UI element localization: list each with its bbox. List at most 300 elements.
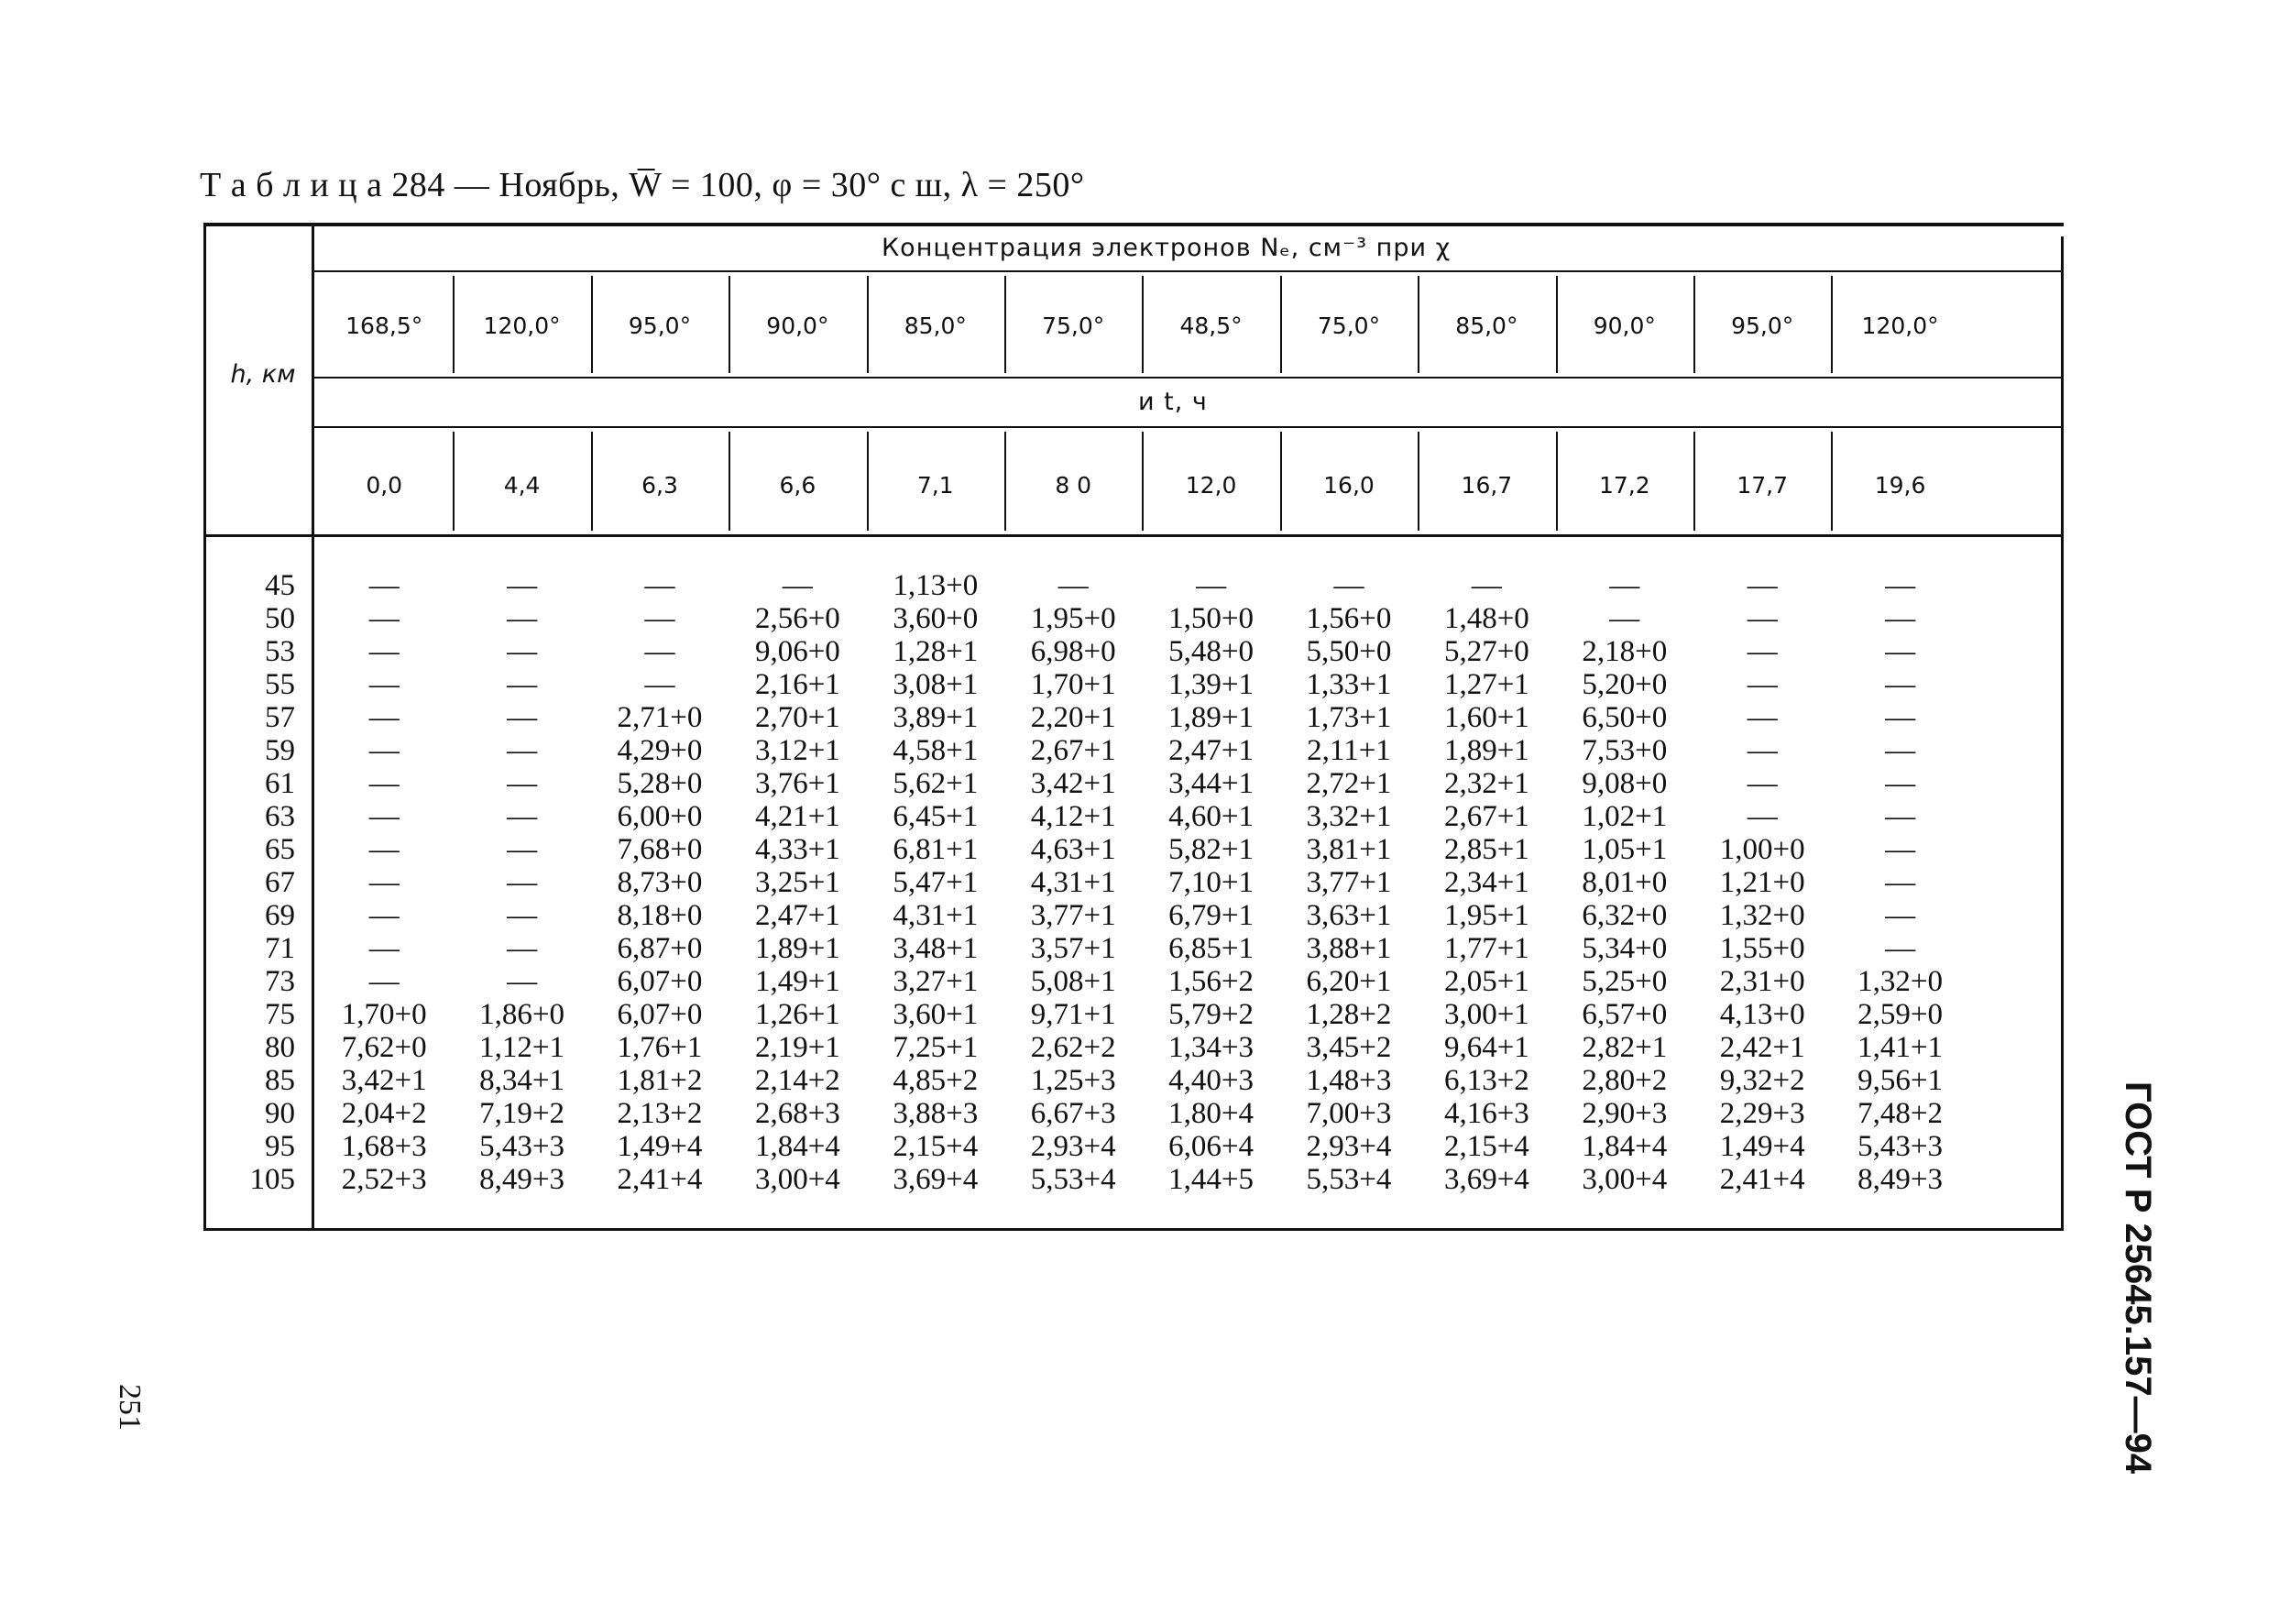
concentration-cell: — [368, 965, 400, 998]
concentration-cell: 8,73+0 [617, 866, 703, 899]
chi-header-cell: 85,0° [904, 313, 967, 339]
table-row [203, 1163, 2064, 1196]
concentration-cell: 7,25+1 [893, 1031, 979, 1064]
concentration-cell: 7,53+0 [1582, 734, 1668, 767]
concentration-cell: — [368, 866, 400, 899]
table-row [203, 998, 2064, 1031]
concentration-cell: 1,70+0 [341, 998, 427, 1031]
concentration-cell: 7,48+2 [1857, 1097, 1944, 1130]
height-value: 71 [265, 932, 295, 965]
height-value: 90 [265, 1097, 295, 1130]
concentration-cell: 8,18+0 [617, 899, 703, 932]
concentration-cell: 9,64+1 [1443, 1031, 1529, 1064]
concentration-cell: 1,28+2 [1306, 998, 1392, 1031]
concentration-cell: 3,00+4 [754, 1163, 840, 1196]
height-value: 59 [265, 734, 295, 767]
concentration-cell: 9,71+1 [1030, 998, 1116, 1031]
concentration-cell: 6,98+0 [1030, 635, 1116, 668]
concentration-cell: 2,32+1 [1443, 767, 1529, 800]
height-value: 67 [265, 866, 295, 899]
concentration-cell: 2,71+0 [617, 701, 703, 734]
concentration-cell: 1,05+1 [1582, 833, 1668, 866]
table-row [203, 899, 2064, 932]
concentration-cell: 5,27+0 [1443, 635, 1529, 668]
concentration-cell: 7,68+0 [617, 833, 703, 866]
t-header-cell: 8 0 [1055, 472, 1092, 499]
concentration-cell: — [1747, 569, 1778, 602]
concentration-cell: 3,48+1 [893, 932, 979, 965]
concentration-cell: 2,13+2 [617, 1097, 703, 1130]
concentration-cell: 3,89+1 [893, 701, 979, 734]
height-value: 61 [265, 767, 295, 800]
concentration-cell: 1,89+1 [1443, 734, 1529, 767]
concentration-cell: 2,93+4 [1030, 1130, 1116, 1163]
concentration-cell: 7,10+1 [1168, 866, 1255, 899]
concentration-cell: 3,32+1 [1306, 800, 1392, 833]
concentration-cell: — [1885, 899, 1916, 932]
concentration-cell: 3,57+1 [1030, 932, 1116, 965]
concentration-cell: 1,56+0 [1306, 602, 1392, 635]
concentration-cell: 3,77+1 [1306, 866, 1392, 899]
concentration-cell: 4,31+1 [893, 899, 979, 932]
concentration-cell: — [1747, 701, 1778, 734]
concentration-cell: 2,14+2 [754, 1064, 840, 1097]
concentration-cell: — [1609, 569, 1640, 602]
concentration-cell: 1,34+3 [1168, 1031, 1255, 1064]
chi-header-cell: 48,5° [1179, 313, 1243, 339]
table-row [203, 866, 2064, 899]
concentration-cell: 1,44+5 [1168, 1163, 1255, 1196]
t-header-cell: 17,2 [1598, 472, 1650, 499]
concentration-cell: 2,31+0 [1719, 965, 1805, 998]
h-column-label: h, км [230, 360, 296, 389]
concentration-cell: 5,47+1 [893, 866, 979, 899]
concentration-cell: 5,79+2 [1168, 998, 1255, 1031]
concentration-cell: — [507, 767, 538, 800]
concentration-cell: 6,87+0 [617, 932, 703, 965]
table-bottom-border [203, 1228, 2064, 1231]
concentration-cell: — [1747, 668, 1778, 701]
concentration-cell: 1,48+3 [1306, 1064, 1392, 1097]
concentration-cell: 3,88+1 [1306, 932, 1392, 965]
concentration-cell: 2,59+0 [1857, 998, 1944, 1031]
concentration-cell: 6,57+0 [1582, 998, 1668, 1031]
table-row [203, 635, 2064, 668]
concentration-cell: 2,62+2 [1030, 1031, 1116, 1064]
concentration-cell: 3,00+4 [1582, 1163, 1668, 1196]
concentration-cell: — [507, 932, 538, 965]
concentration-cell: 9,32+2 [1719, 1064, 1805, 1097]
concentration-cell: 4,40+3 [1168, 1064, 1255, 1097]
concentration-cell: 9,08+0 [1582, 767, 1668, 800]
concentration-cell: 4,63+1 [1030, 833, 1116, 866]
table-row [203, 701, 2064, 734]
chi-header-cell: 120,0° [483, 313, 561, 339]
height-value: 50 [265, 602, 295, 635]
concentration-cell: 1,81+2 [617, 1064, 703, 1097]
concentration-cell: 3,00+1 [1443, 998, 1529, 1031]
concentration-cell: 1,84+4 [754, 1130, 840, 1163]
concentration-cell: 1,89+1 [754, 932, 840, 965]
concentration-cell: 3,69+4 [1443, 1163, 1529, 1196]
concentration-cell: — [1885, 866, 1916, 899]
concentration-cell: 2,67+1 [1443, 800, 1529, 833]
concentration-cell: — [507, 833, 538, 866]
concentration-cell: 2,15+4 [1443, 1130, 1529, 1163]
concentration-cell: 5,20+0 [1582, 668, 1668, 701]
concentration-cell: — [368, 668, 400, 701]
concentration-cell: — [782, 569, 813, 602]
concentration-cell: 8,34+1 [479, 1064, 565, 1097]
concentration-cell: 4,21+1 [754, 800, 840, 833]
concentration-cell: — [644, 668, 675, 701]
concentration-cell: 2,05+1 [1443, 965, 1529, 998]
concentration-cell: — [1196, 569, 1227, 602]
concentration-cell: — [1747, 767, 1778, 800]
concentration-cell: 1,02+1 [1582, 800, 1668, 833]
concentration-cell: — [644, 569, 675, 602]
table-row [203, 1064, 2064, 1097]
concentration-cell: 3,25+1 [754, 866, 840, 899]
chi-header-cell: 90,0° [1593, 313, 1656, 339]
concentration-cell: 3,63+1 [1306, 899, 1392, 932]
t-header-cell: 19,6 [1874, 472, 1926, 499]
concentration-cell: — [1885, 701, 1916, 734]
concentration-cell: — [644, 602, 675, 635]
concentration-cell: 6,81+1 [893, 833, 979, 866]
concentration-cell: 3,44+1 [1168, 767, 1255, 800]
concentration-cell: 2,68+3 [754, 1097, 840, 1130]
concentration-cell: 9,56+1 [1857, 1064, 1944, 1097]
concentration-cell: — [1885, 569, 1916, 602]
concentration-cell: 5,82+1 [1168, 833, 1255, 866]
concentration-cell: 1,13+0 [893, 569, 979, 602]
concentration-cell: 2,04+2 [341, 1097, 427, 1130]
concentration-cell: 2,34+1 [1443, 866, 1529, 899]
concentration-cell: — [507, 701, 538, 734]
concentration-cell: 1,33+1 [1306, 668, 1392, 701]
chi-header-cell: 168,5° [345, 313, 423, 339]
t-header-cell: 6,3 [641, 472, 678, 499]
concentration-cell: 1,76+1 [617, 1031, 703, 1064]
table-row [203, 1031, 2064, 1064]
concentration-cell: 1,00+0 [1719, 833, 1805, 866]
concentration-cell: 1,32+0 [1857, 965, 1944, 998]
concentration-cell: — [644, 635, 675, 668]
height-value: 45 [265, 569, 295, 602]
concentration-cell: 1,60+1 [1443, 701, 1529, 734]
concentration-cell: — [1885, 635, 1916, 668]
concentration-cell: — [1885, 833, 1916, 866]
header-bottom-border [203, 534, 2064, 537]
table-row [203, 668, 2064, 701]
concentration-cell: 4,12+1 [1030, 800, 1116, 833]
concentration-cell: 1,95+0 [1030, 602, 1116, 635]
concentration-cell: 1,56+2 [1168, 965, 1255, 998]
concentration-cell: 1,28+1 [893, 635, 979, 668]
concentration-cell: 1,80+4 [1168, 1097, 1255, 1130]
concentration-cell: — [507, 866, 538, 899]
concentration-cell: — [368, 767, 400, 800]
concentration-cell: 2,72+1 [1306, 767, 1392, 800]
chi-header-cell: 120,0° [1861, 313, 1939, 339]
concentration-cell: 1,95+1 [1443, 899, 1529, 932]
concentration-cell: 5,28+0 [617, 767, 703, 800]
concentration-cell: 1,68+3 [341, 1130, 427, 1163]
height-value: 75 [265, 998, 295, 1031]
concentration-cell: — [368, 800, 400, 833]
concentration-cell: 3,69+4 [893, 1163, 979, 1196]
concentration-cell: 1,77+1 [1443, 932, 1529, 965]
concentration-cell: 2,19+1 [754, 1031, 840, 1064]
concentration-cell: — [368, 932, 400, 965]
concentration-cell: 3,42+1 [1030, 767, 1116, 800]
concentration-cell: 1,41+1 [1857, 1031, 1944, 1064]
concentration-cell: 1,32+0 [1719, 899, 1805, 932]
concentration-cell: 2,56+0 [754, 602, 840, 635]
concentration-cell: — [1747, 800, 1778, 833]
table-top-border [203, 223, 2064, 226]
concentration-cell: 2,52+3 [341, 1163, 427, 1196]
concentration-cell: 9,06+0 [754, 635, 840, 668]
concentration-cell: 4,85+2 [893, 1064, 979, 1097]
height-value: 55 [265, 668, 295, 701]
concentration-cell: 5,53+4 [1306, 1163, 1392, 1196]
concentration-cell: 1,25+3 [1030, 1064, 1116, 1097]
concentration-cell: 2,42+1 [1719, 1031, 1805, 1064]
t-header-cell: 6,6 [779, 472, 816, 499]
concentration-cell: 6,20+1 [1306, 965, 1392, 998]
height-value: 73 [265, 965, 295, 998]
concentration-cell: 1,86+0 [479, 998, 565, 1031]
chi-header-cell: 75,0° [1042, 313, 1105, 339]
concentration-cell: 6,00+0 [617, 800, 703, 833]
concentration-cell: 4,31+1 [1030, 866, 1116, 899]
concentration-cell: 2,41+4 [1719, 1163, 1805, 1196]
concentration-cell: 3,45+2 [1306, 1031, 1392, 1064]
table-row [203, 1097, 2064, 1130]
concentration-cell: 5,08+1 [1030, 965, 1116, 998]
height-value: 105 [249, 1163, 295, 1196]
concentration-cell: 1,21+0 [1719, 866, 1805, 899]
concentration-cell: 3,60+0 [893, 602, 979, 635]
concentration-cell: 4,58+1 [893, 734, 979, 767]
concentration-cell: — [368, 602, 400, 635]
height-value: 63 [265, 800, 295, 833]
concentration-cell: 1,49+4 [617, 1130, 703, 1163]
t-header-cell: 17,7 [1737, 472, 1789, 499]
concentration-cell: — [507, 569, 538, 602]
table-row [203, 602, 2064, 635]
concentration-cell: 1,70+1 [1030, 668, 1116, 701]
concentration-cell: 7,19+2 [479, 1097, 565, 1130]
table-row [203, 734, 2064, 767]
concentration-cell: — [368, 701, 400, 734]
table-row [203, 932, 2064, 965]
concentration-cell: — [1885, 932, 1916, 965]
concentration-cell: 3,42+1 [341, 1064, 427, 1097]
concentration-cell: — [1885, 668, 1916, 701]
data-table [203, 223, 2064, 1231]
concentration-cell: 1,55+0 [1719, 932, 1805, 965]
concentration-cell: 2,15+4 [893, 1130, 979, 1163]
table-row [203, 965, 2064, 998]
concentration-cell: 1,48+0 [1443, 602, 1529, 635]
concentration-cell: 8,01+0 [1582, 866, 1668, 899]
concentration-cell: — [507, 899, 538, 932]
standard-designation: ГОСТ Р 25645.157—94 [2118, 1081, 2158, 1475]
concentration-cell: — [507, 635, 538, 668]
concentration-cell: 2,90+3 [1582, 1097, 1668, 1130]
concentration-cell: 2,18+0 [1582, 635, 1668, 668]
concentration-cell: 2,47+1 [754, 899, 840, 932]
concentration-cell: 6,85+1 [1168, 932, 1255, 965]
concentration-cell: 2,20+1 [1030, 701, 1116, 734]
height-value: 65 [265, 833, 295, 866]
concentration-cell: 2,41+4 [617, 1163, 703, 1196]
concentration-cell: 4,13+0 [1719, 998, 1805, 1031]
concentration-cell: — [1747, 734, 1778, 767]
concentration-cell: 1,27+1 [1443, 668, 1529, 701]
concentration-cell: 2,29+3 [1719, 1097, 1805, 1130]
concentration-cell: — [507, 800, 538, 833]
and-t-rule [313, 426, 2064, 428]
concentration-cell: 3,76+1 [754, 767, 840, 800]
concentration-cell: — [368, 569, 400, 602]
concentration-cell: 2,70+1 [754, 701, 840, 734]
t-header-cell: 12,0 [1185, 472, 1237, 499]
concentration-cell: 4,29+0 [617, 734, 703, 767]
concentration-cell: — [1885, 602, 1916, 635]
concentration-cell: 1,84+4 [1582, 1130, 1668, 1163]
concentration-cell: 6,07+0 [617, 965, 703, 998]
group-title-rule [313, 270, 2064, 272]
concentration-cell: — [368, 635, 400, 668]
table-row [203, 833, 2064, 866]
concentration-cell: 2,11+1 [1307, 734, 1391, 767]
concentration-cell: — [1747, 602, 1778, 635]
t-header-cell: 7,1 [916, 472, 954, 499]
table-caption: Т а б л и ц а 284 — Ноябрь, W̅ = 100, φ = 30° с ш, λ = 250° [200, 166, 1085, 204]
concentration-cell: 5,48+0 [1168, 635, 1255, 668]
group-title: Концентрация электронов Nₑ, см⁻³ при χ [882, 234, 1452, 262]
concentration-cell: — [1057, 569, 1089, 602]
height-value: 85 [265, 1064, 295, 1097]
concentration-cell: 5,25+0 [1582, 965, 1668, 998]
concentration-cell: 1,73+1 [1306, 701, 1392, 734]
concentration-cell: 3,60+1 [893, 998, 979, 1031]
concentration-cell: 2,16+1 [754, 668, 840, 701]
concentration-cell: 1,49+4 [1719, 1130, 1805, 1163]
concentration-cell: 5,53+4 [1030, 1163, 1116, 1196]
concentration-cell: 8,49+3 [479, 1163, 565, 1196]
t-header-cell: 16,7 [1461, 472, 1513, 499]
concentration-cell: 5,62+1 [893, 767, 979, 800]
concentration-cell: — [507, 734, 538, 767]
concentration-cell: 2,47+1 [1168, 734, 1255, 767]
concentration-cell: 7,00+3 [1306, 1097, 1392, 1130]
concentration-cell: 6,79+1 [1168, 899, 1255, 932]
concentration-cell: 6,13+2 [1443, 1064, 1529, 1097]
concentration-cell: 1,49+1 [754, 965, 840, 998]
concentration-cell: 1,12+1 [479, 1031, 565, 1064]
t-header-cell: 16,0 [1323, 472, 1375, 499]
table-row [203, 569, 2064, 602]
concentration-cell: — [1747, 635, 1778, 668]
chi-header-cell: 75,0° [1317, 313, 1381, 339]
concentration-cell: — [507, 965, 538, 998]
concentration-cell: 4,60+1 [1168, 800, 1255, 833]
page-number: 251 [113, 1384, 147, 1431]
concentration-cell: — [1471, 569, 1502, 602]
concentration-cell: — [1885, 767, 1916, 800]
concentration-cell: 3,88+3 [893, 1097, 979, 1130]
chi-header-cell: 95,0° [1731, 313, 1794, 339]
concentration-cell: — [1885, 800, 1916, 833]
concentration-cell: 6,07+0 [617, 998, 703, 1031]
concentration-cell: 1,89+1 [1168, 701, 1255, 734]
chi-header-cell: 95,0° [628, 313, 692, 339]
table-row [203, 767, 2064, 800]
concentration-cell: — [507, 602, 538, 635]
concentration-cell: — [368, 899, 400, 932]
concentration-cell: 6,45+1 [893, 800, 979, 833]
concentration-cell: — [1609, 602, 1640, 635]
t-header-cell: 0,0 [366, 472, 403, 499]
concentration-cell: 3,27+1 [893, 965, 979, 998]
concentration-cell: — [1885, 734, 1916, 767]
height-value: 69 [265, 899, 295, 932]
concentration-cell: 3,81+1 [1306, 833, 1392, 866]
concentration-cell: 5,43+3 [479, 1130, 565, 1163]
table-row [203, 800, 2064, 833]
concentration-cell: 2,85+1 [1443, 833, 1529, 866]
chi-header-cell: 90,0° [766, 313, 829, 339]
height-value: 95 [265, 1130, 295, 1163]
chi-header-cell: 85,0° [1455, 313, 1518, 339]
concentration-cell: 6,06+4 [1168, 1130, 1255, 1163]
concentration-cell: — [507, 668, 538, 701]
concentration-cell: 3,08+1 [893, 668, 979, 701]
concentration-cell: 5,34+0 [1582, 932, 1668, 965]
height-value: 53 [265, 635, 295, 668]
concentration-cell: 2,93+4 [1306, 1130, 1392, 1163]
concentration-cell: 6,32+0 [1582, 899, 1668, 932]
table-row [203, 1130, 2064, 1163]
concentration-cell: 5,50+0 [1306, 635, 1392, 668]
concentration-cell: 2,80+2 [1582, 1064, 1668, 1097]
concentration-cell: 7,62+0 [341, 1031, 427, 1064]
concentration-cell: 1,26+1 [754, 998, 840, 1031]
concentration-cell: 2,82+1 [1582, 1031, 1668, 1064]
height-value: 80 [265, 1031, 295, 1064]
concentration-cell: 5,43+3 [1857, 1130, 1944, 1163]
concentration-cell: — [368, 734, 400, 767]
concentration-cell: — [368, 833, 400, 866]
concentration-cell: 4,16+3 [1443, 1097, 1529, 1130]
concentration-cell: 4,33+1 [754, 833, 840, 866]
height-value: 57 [265, 701, 295, 734]
concentration-cell: 3,12+1 [754, 734, 840, 767]
chi-row-rule [313, 377, 2064, 379]
t-header-cell: 4,4 [503, 472, 541, 499]
concentration-cell: 1,39+1 [1168, 668, 1255, 701]
concentration-cell: 8,49+3 [1857, 1163, 1944, 1196]
concentration-cell: 6,67+3 [1030, 1097, 1116, 1130]
concentration-cell: 3,77+1 [1030, 899, 1116, 932]
concentration-cell: 1,50+0 [1168, 602, 1255, 635]
and-t-label: и t, ч [1138, 388, 1208, 416]
